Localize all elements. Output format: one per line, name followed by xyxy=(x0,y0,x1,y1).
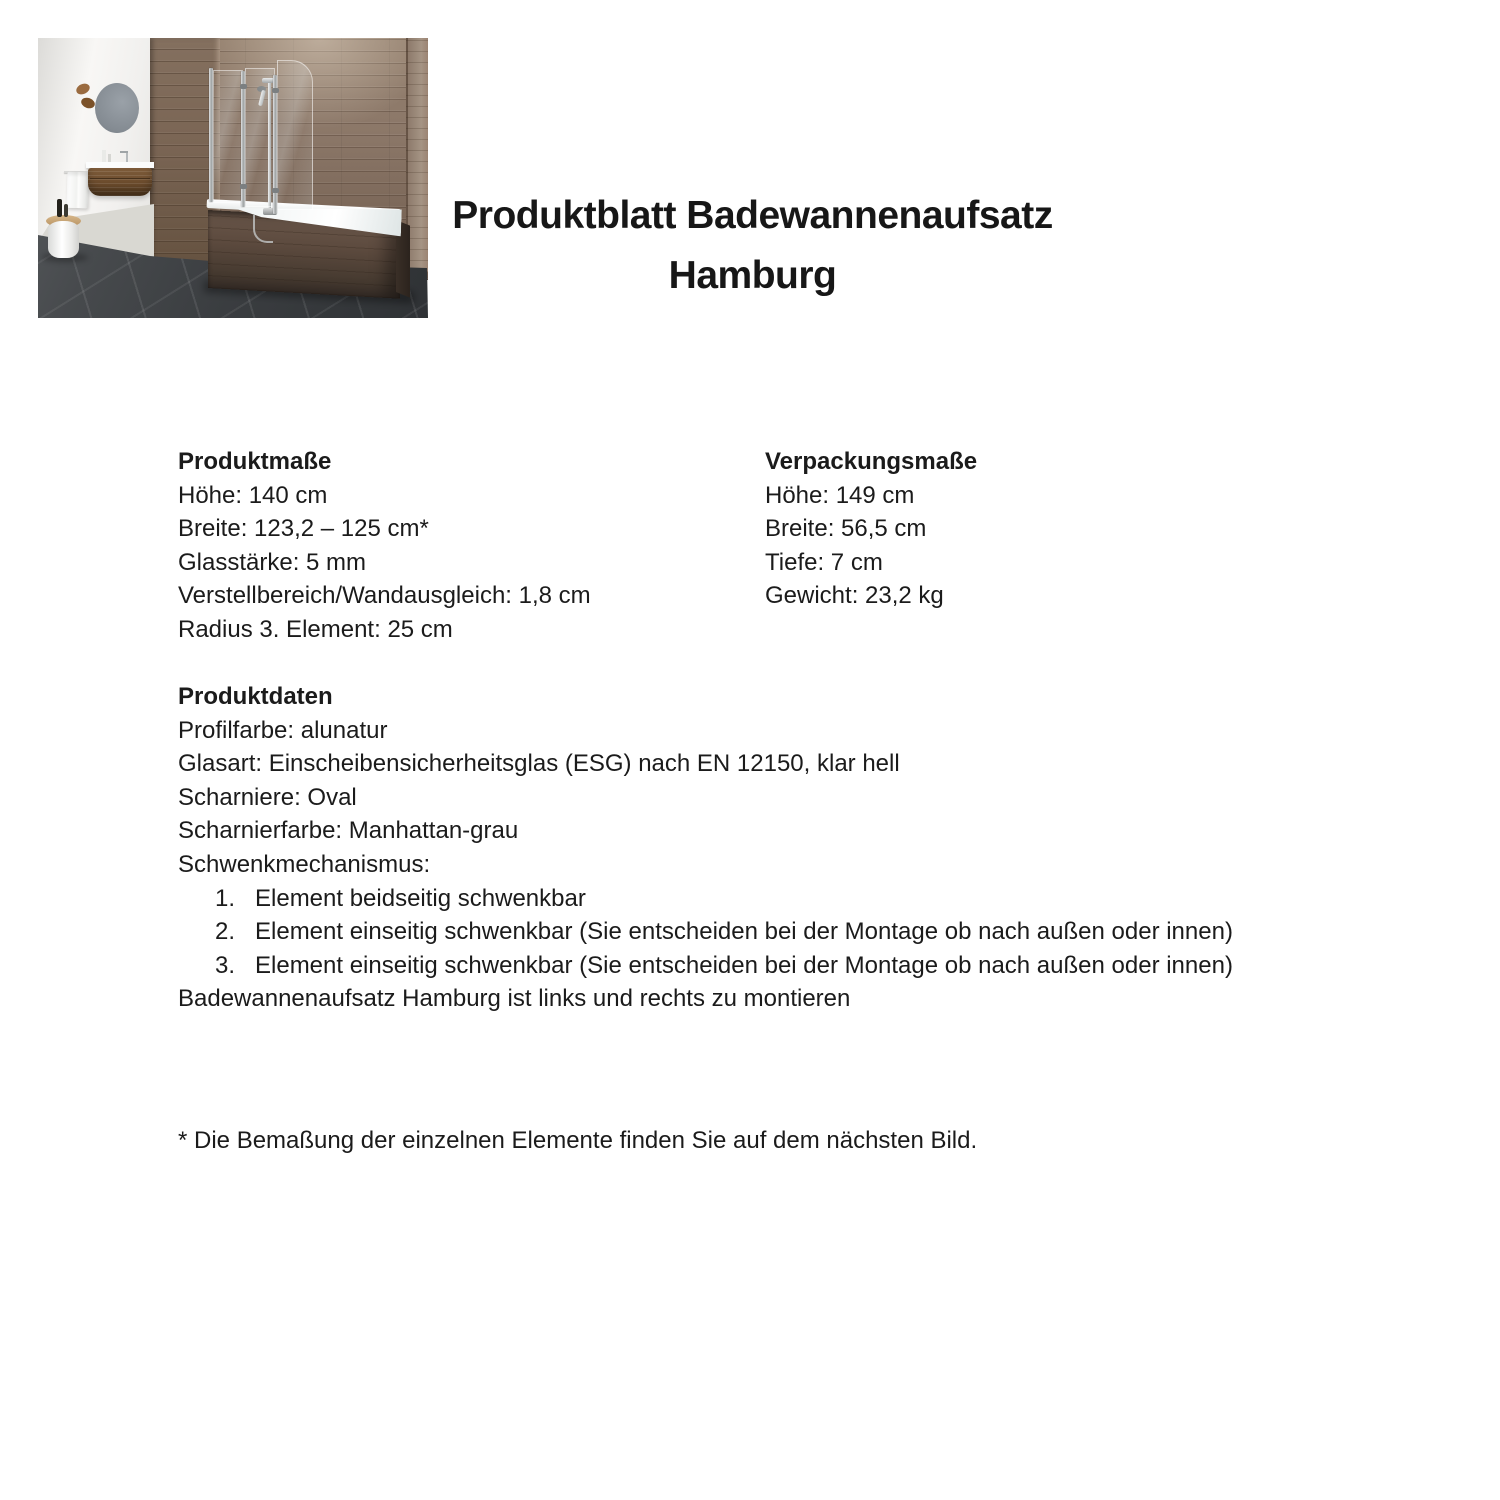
photo-glass-panel-3 xyxy=(277,60,313,210)
produktmasse-line: Glasstärke: 5 mm xyxy=(178,548,367,576)
list-number: 2. xyxy=(215,918,236,946)
photo-glass-profile-1 xyxy=(209,68,213,202)
photo-hinge xyxy=(272,188,279,193)
section-verpackungsmasse xyxy=(765,445,1185,613)
section-produktdaten xyxy=(178,680,1418,1016)
footnote: * Die Bemaßung der einzelnen Elemente finden Sie auf dem nächsten Bild. xyxy=(178,1127,978,1154)
photo-glass-profile-3 xyxy=(273,75,277,214)
produktdaten-line: Scharniere: Oval xyxy=(178,783,357,811)
produktmasse-line: Breite: 123,2 – 125 cm* xyxy=(178,515,429,543)
photo-hinge xyxy=(240,84,247,89)
photo-towel xyxy=(67,172,89,209)
produktdaten-closing-line: Badewannenaufsatz Hamburg ist links und rechts zu montieren xyxy=(178,985,851,1013)
produktmasse-line: Verstellbereich/Wandausgleich: 1,8 cm xyxy=(178,582,591,610)
verpackungsmasse-line: Tiefe: 7 cm xyxy=(765,548,883,576)
produktdaten-line: Scharnierfarbe: Manhattan-grau xyxy=(178,817,519,845)
photo-vanity-cabinet xyxy=(88,168,152,196)
produktmasse-line: Radius 3. Element: 25 cm xyxy=(178,615,453,643)
photo-mirror xyxy=(95,83,139,133)
verpackungsmasse-line: Höhe: 149 cm xyxy=(765,481,915,509)
page-title xyxy=(430,186,1075,306)
photo-glass-panel-1 xyxy=(213,70,243,203)
product-photo xyxy=(38,38,428,318)
swivel-list-item xyxy=(178,882,1418,916)
photo-stool xyxy=(48,221,79,258)
photo-glass-panel-2 xyxy=(245,68,275,207)
produktmasse-line: Höhe: 140 cm xyxy=(178,481,328,509)
verpackungsmasse-heading: Verpackungsmaße xyxy=(765,448,978,475)
photo-hinge xyxy=(272,88,279,93)
list-text: Element einseitig schwenkbar (Sie entscheiden bei der Montage ob nach außen oder innen) xyxy=(255,918,1233,946)
list-number: 1. xyxy=(215,884,236,912)
photo-soap-bottle xyxy=(108,154,111,162)
photo-shower-hose xyxy=(253,215,273,243)
verpackungsmasse-line: Gewicht: 23,2 kg xyxy=(765,582,944,610)
list-text: Element einseitig schwenkbar (Sie entscheiden bei der Montage ob nach außen oder innen) xyxy=(255,951,1233,979)
photo-drawer-line xyxy=(90,178,150,179)
produktdaten-line: Schwenkmechanismus: xyxy=(178,850,431,878)
photo-soap-bottle xyxy=(102,150,106,162)
list-number: 3. xyxy=(215,951,236,979)
swivel-list-item xyxy=(178,949,1418,983)
list-text: Element beidseitig schwenkbar xyxy=(255,884,586,912)
photo-hinge xyxy=(240,184,247,189)
photo-faucet-spout xyxy=(120,151,128,153)
produktdaten-line: Glasart: Einscheibensicherheitsglas (ESG) nach EN 12150, klar hell xyxy=(178,750,900,778)
title-line-1: Produktblatt Badewannenaufsatz xyxy=(452,194,1053,237)
section-produktmasse xyxy=(178,445,748,647)
photo-bottle xyxy=(64,204,68,217)
swivel-list-item xyxy=(178,915,1418,949)
title-line-2: Hamburg xyxy=(668,254,837,297)
verpackungsmasse-line: Breite: 56,5 cm xyxy=(765,515,927,543)
photo-bottle xyxy=(57,199,62,217)
produktmasse-heading: Produktmaße xyxy=(178,448,332,475)
produktdaten-line: Profilfarbe: alunatur xyxy=(178,716,388,744)
produktdaten-heading: Produktdaten xyxy=(178,683,333,710)
